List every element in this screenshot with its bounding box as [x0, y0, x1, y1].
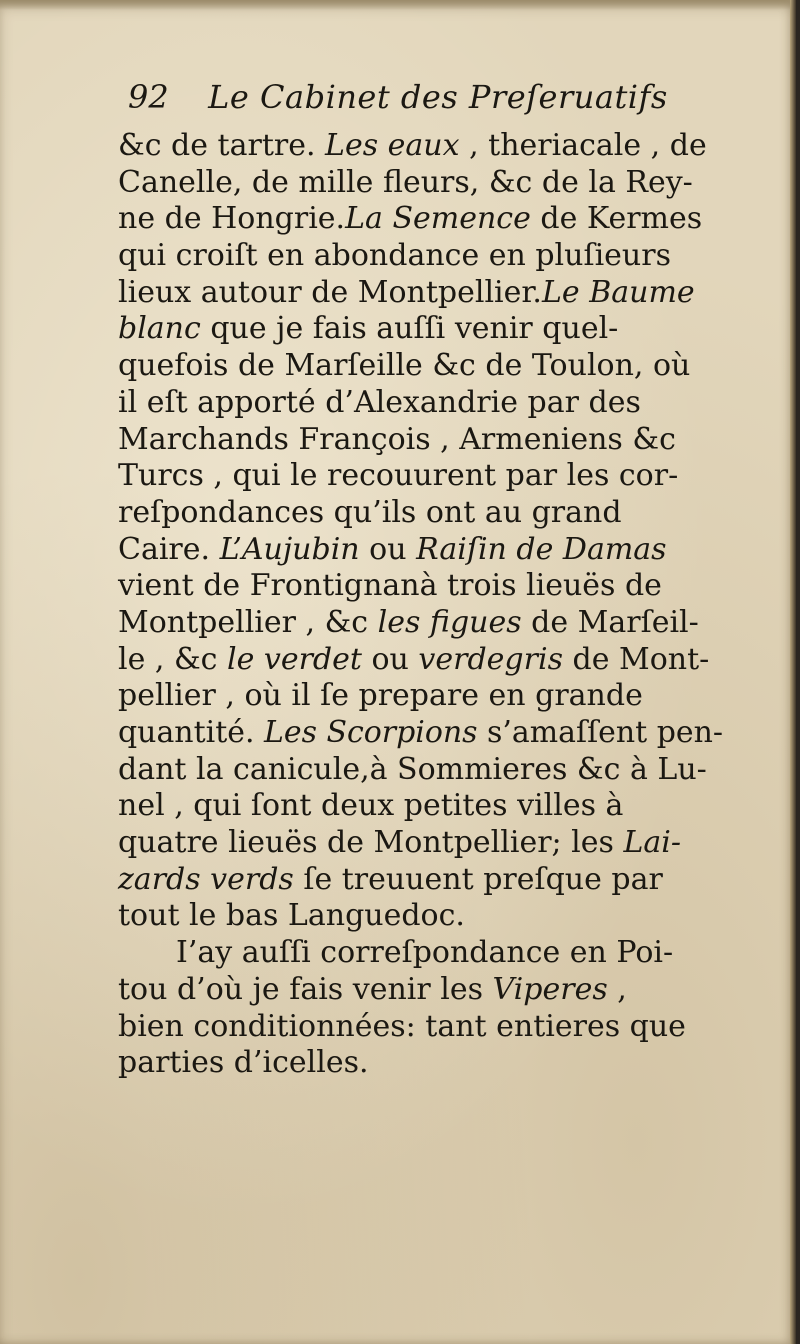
text-line — [118, 752, 723, 789]
text-line — [118, 165, 723, 202]
roman-text: parties d’icelles. — [118, 1045, 369, 1081]
roman-text: de Marſeil- — [521, 604, 699, 640]
italic-text: Le Baume — [541, 274, 695, 310]
roman-text: Montpellier , &c — [118, 604, 378, 640]
text-line — [118, 422, 723, 459]
roman-text: reſpondances qu’ils ont au grand — [118, 494, 622, 530]
roman-text: quantité. — [118, 715, 264, 750]
text-line — [118, 128, 723, 165]
roman-text: il eſt apporté d’Alexandrie par des — [118, 384, 641, 420]
roman-text: qui croiſt en abondance en pluſieurs — [118, 238, 671, 274]
text-line — [118, 1009, 723, 1046]
roman-text: pellier , où il ſe prepare en grande — [118, 678, 643, 714]
roman-text: ou — [359, 531, 417, 567]
roman-text: vient de Frontignanà trois lieuës de — [118, 568, 662, 604]
italic-text: verdegris — [418, 641, 563, 677]
roman-text: de Kermes — [530, 201, 703, 237]
text-line — [118, 678, 723, 715]
text-line — [118, 825, 723, 862]
roman-text: ne de Hongrie. — [118, 201, 346, 237]
roman-text: que je fais auſſi venir quel- — [200, 311, 619, 347]
roman-text: Turcs , qui le recouurent par les cor- — [118, 458, 679, 494]
italic-text: les figues — [377, 604, 522, 640]
text-line — [118, 238, 723, 275]
italic-text: Lai- — [623, 825, 682, 861]
italic-text: L’Aujubin — [219, 531, 360, 567]
page-spine-edge — [790, 0, 796, 1344]
text-line — [118, 605, 723, 642]
roman-text: , — [607, 971, 627, 1007]
roman-text: ſe treuuent preſque par — [293, 861, 663, 897]
roman-text: lieux autour de Montpellier. — [118, 274, 542, 310]
text-line — [118, 348, 723, 385]
text-line — [118, 715, 722, 752]
text-line — [118, 1045, 723, 1082]
roman-text: Marchands François , Armeniens &c — [118, 421, 676, 457]
roman-text: dant la canicule,à Sommieres &c à Lu- — [118, 751, 707, 787]
text-line — [118, 532, 723, 569]
roman-text: quefois de Marſeille &c de Toulon, où — [118, 348, 691, 384]
roman-text: nel , qui ſont deux petites villes à — [118, 788, 624, 824]
italic-text: blanc — [118, 311, 201, 347]
text-line — [118, 935, 723, 972]
roman-text: quatre lieuës de Montpellier; les — [118, 825, 624, 861]
italic-text: Les Scorpions — [263, 715, 478, 750]
roman-text: ou — [361, 641, 419, 677]
roman-text: le , &c — [118, 641, 227, 677]
roman-text: s’amaſſent pen- — [477, 715, 723, 750]
roman-text: &c de tartre. — [118, 128, 326, 163]
running-head — [128, 78, 668, 118]
italic-text: La Semence — [345, 201, 531, 237]
text-line — [118, 568, 723, 605]
text-line — [118, 458, 723, 495]
roman-text: tout le bas Languedoc. — [118, 898, 465, 934]
body-text — [118, 128, 723, 1082]
italic-text: Les eaux — [325, 128, 460, 163]
text-line — [118, 275, 723, 312]
italic-text: le verdet — [227, 641, 362, 677]
text-line — [118, 862, 723, 899]
text-line — [118, 495, 723, 532]
roman-text: de Mont- — [562, 641, 710, 677]
text-line — [118, 788, 723, 825]
text-line — [118, 201, 723, 238]
roman-text: Canelle, de mille fleurs, &c de la Rey- — [118, 164, 693, 200]
page-top-edge — [0, 0, 796, 10]
roman-text: tou d’où je fais venir les — [118, 971, 493, 1007]
text-line — [118, 972, 723, 1009]
italic-text: Viperes — [492, 971, 608, 1007]
text-line — [118, 311, 723, 348]
roman-text: Caire. — [118, 531, 220, 567]
roman-text: , theriacale , de — [459, 128, 707, 163]
roman-text: bien conditionnées: tant entieres que — [118, 1008, 686, 1044]
text-line — [118, 642, 723, 679]
page-number: 92 — [128, 78, 169, 116]
roman-text: I’ay auſſi correſpondance en Poi- — [176, 935, 674, 971]
book-title: Le Cabinet des Preſeruatifs — [208, 78, 668, 116]
italic-text: Raiſin de Damas — [416, 531, 667, 567]
italic-text: zards verds — [118, 861, 294, 897]
text-line — [118, 898, 723, 935]
text-line — [118, 385, 723, 422]
